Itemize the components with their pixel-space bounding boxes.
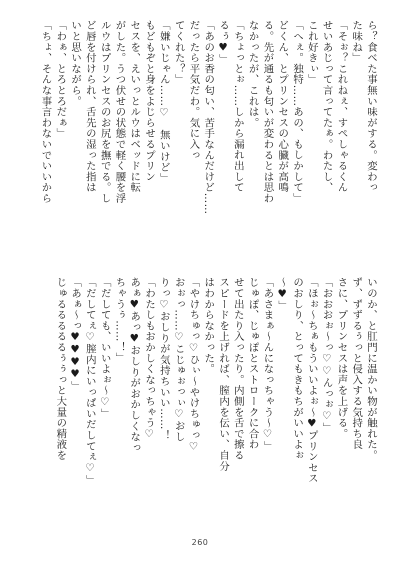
text-column: りっ♡おしりが気持ちいい……！	[157, 277, 170, 441]
lower-text-block	[22, 277, 378, 527]
text-column: どくん、とプリンセスの心臓が高鳴	[276, 20, 289, 193]
text-column: 「だしてぇ♡膣内にいっぱいだしてぇ♡」	[83, 277, 96, 486]
text-column: もどもぞと身をよじらせるプリン	[143, 20, 156, 182]
text-column: さに、プリンセスは声を上げる。	[335, 277, 348, 439]
text-column: セスを、えいっとルウはベッドに転	[128, 20, 141, 193]
text-column: る。先が通るも匂いが変わるとは思わ	[261, 20, 274, 204]
text-column: せて出たり入ったり。内側を舌で擦る	[231, 277, 244, 461]
text-column: 「あさまぁ～んになっちゃう～♡」	[261, 277, 274, 452]
text-column: なかったが、これは。	[246, 20, 259, 128]
page-number: 260	[191, 538, 209, 547]
text-column: るぅ♥」	[217, 20, 230, 65]
text-column: 「おおおぉ～っ♡♡んっぉ♡」	[320, 277, 333, 433]
text-column: ら？食べた事無い味がする。変わっ	[365, 20, 377, 193]
text-column: ～♥」	[276, 277, 289, 311]
text-column: せいあじって言ってたぁ。わたし、	[320, 20, 333, 193]
text-column: 「わぁ、とろとろだぁ」	[54, 20, 67, 139]
text-column: いのか、と肛門に温かい物が触れた。	[365, 277, 377, 461]
text-column: 「ちょ、そんな事言わないでいいから	[39, 20, 52, 204]
text-column: 「へぇ。独特……あの、もしかして」	[291, 20, 304, 204]
text-column: 「そぉ？これねぇ、すぺしゃるくん	[335, 20, 348, 193]
text-column: 「あのお香の匂い、苦手なんだけど……	[202, 20, 215, 215]
text-column: いと思いながら。	[69, 20, 82, 107]
text-column: あぁ♥あっ♥おしりがおかしくなっ	[128, 277, 141, 453]
text-column: 「やけちゅっ♡ひぃ～やけちゅっ♡	[187, 277, 200, 453]
text-column: 「だしても、いいよぉ～♡」	[98, 277, 111, 419]
text-column: 「ほぉ～ちぁもういいよぉ～♥プリンセス	[305, 277, 318, 484]
text-column: じゅるるるるるぅぅっと大量の精液を	[54, 277, 67, 461]
text-column: がした。うつ伏せの状態で軽く腰を浮	[113, 20, 126, 204]
text-column: 「わたしもおかしくなっちゃう♡	[143, 277, 156, 441]
text-column: 「嫌いじゃん……♡ 無いけど」	[157, 20, 170, 184]
text-column: 「あぁ～っ♥♥♥♥」	[69, 277, 82, 392]
text-column: てくれた？」	[172, 20, 185, 85]
text-column: ど唇を付けられ、舌先の湿った指は	[83, 20, 96, 193]
text-column: ず、ずずるぅっと侵入する気持ち良	[350, 277, 363, 450]
upper-text-block	[22, 20, 378, 270]
text-column: はわからなかった。	[202, 277, 215, 375]
text-column: ルウはプリンセスのお尻を撫でる。し	[98, 20, 111, 204]
text-column: ちゃうぅ……！」	[113, 277, 126, 364]
text-column: おぉっ……♡こじゅぉっぃ♡おし	[172, 277, 185, 443]
text-column: 「ちょっとぉ……しから漏れ出して	[231, 20, 244, 193]
text-column: だったら平気だわ。気に入っ	[187, 20, 200, 161]
text-column: た味ね」	[350, 20, 363, 64]
text-column: スピードを上げれば、膣内を伝い、自分	[217, 277, 230, 472]
text-column: のおしり、とってもきもちがいいよぉ	[291, 277, 304, 461]
text-column: これ好きぃ」	[305, 20, 318, 85]
text-column: じゅぽ、じゅぽとストロークに合わ	[246, 277, 259, 450]
